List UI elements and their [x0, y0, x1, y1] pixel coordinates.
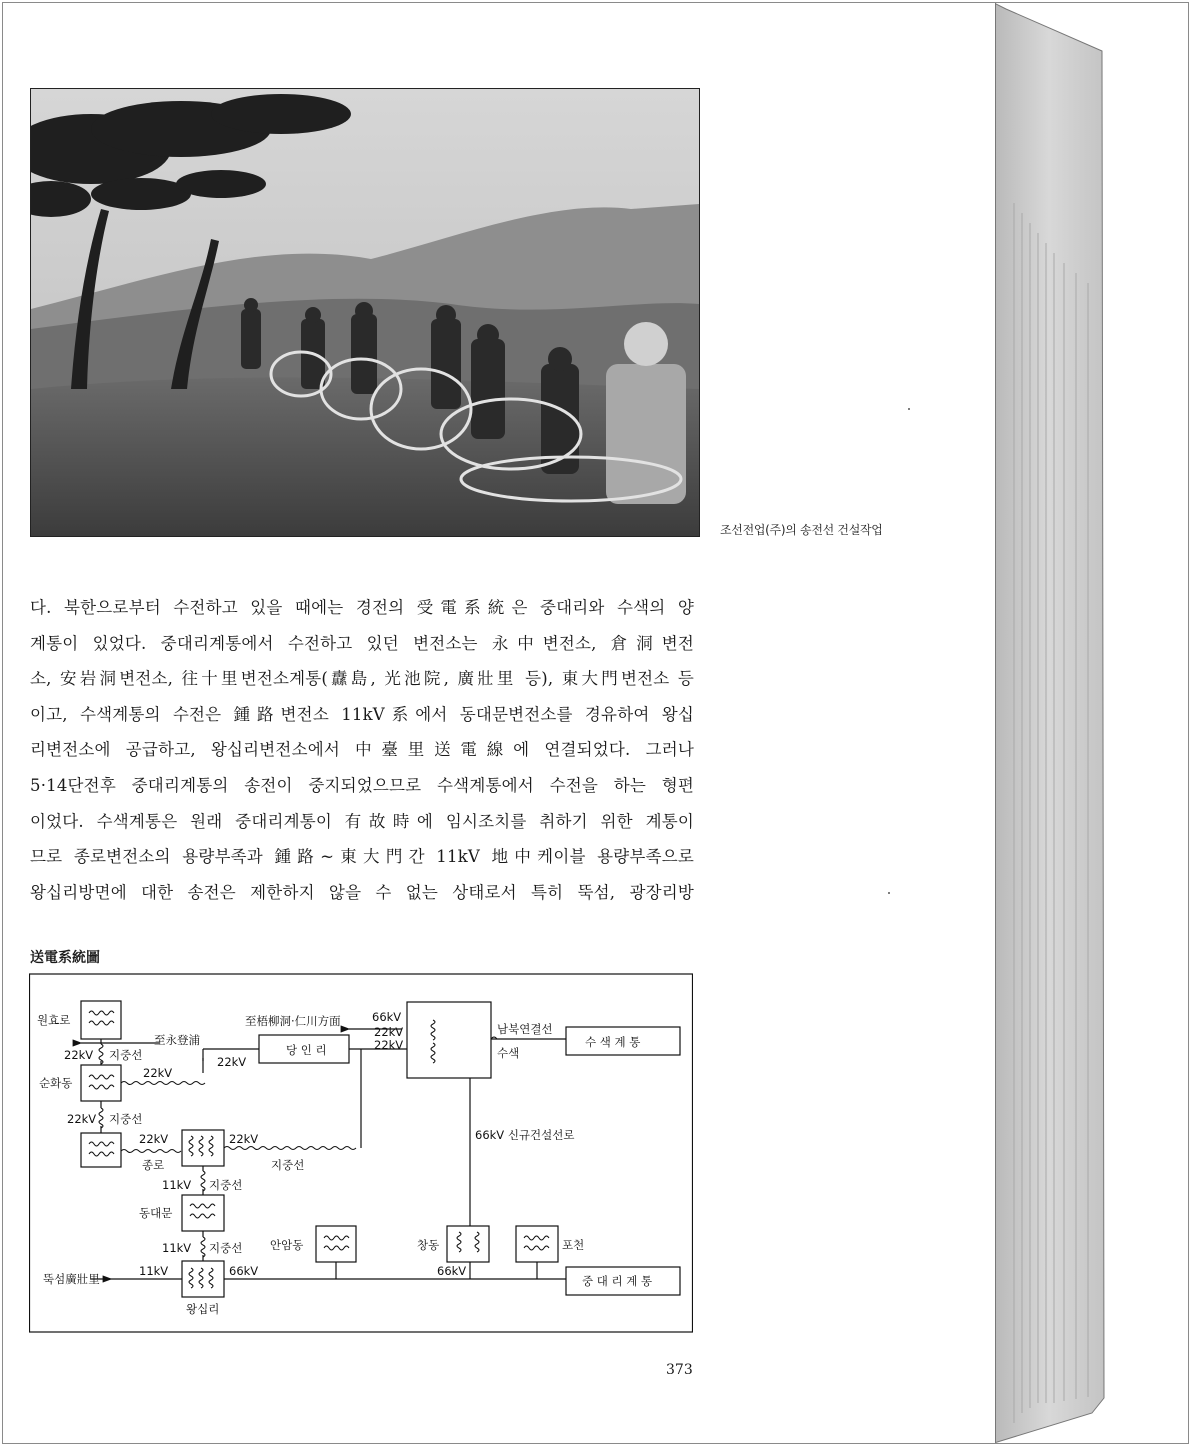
diagram-label: 22kV — [217, 1055, 247, 1069]
diagram-label: 22kV — [143, 1066, 173, 1080]
diagram-label: 22kV — [139, 1132, 169, 1146]
diagram-label: 11kV — [162, 1178, 192, 1192]
diagram-label: 포천 — [562, 1238, 585, 1252]
diagram-label: 지중선 — [271, 1158, 305, 1172]
page-number: 373 — [666, 1362, 693, 1378]
diagram-label: 지중선 — [109, 1112, 143, 1126]
diagram-label: 당 인 리 — [286, 1043, 327, 1057]
diagram-label: 수색 — [497, 1046, 520, 1060]
diagram-label: 11kV — [162, 1241, 192, 1255]
text-line: 이었다. 수색계통은 원래 중대리계통이 有故時에 임시조치를 취하기 위한 계통이 — [30, 811, 694, 831]
diagram-label: 안암동 — [270, 1238, 304, 1252]
diagram-label: 11kV — [139, 1264, 169, 1278]
construction-photo — [30, 88, 700, 537]
text-line: 계통이 있었다. 중대리계통에서 수전하고 있던 변전소는 永中변전소, 倉洞변전 — [30, 633, 694, 653]
figure-title: 送電系統圖 — [30, 950, 100, 966]
diagram-label: 22kV — [64, 1048, 94, 1062]
book-page-edges — [994, 3, 1109, 1443]
diagram-label: 66kV — [437, 1264, 467, 1278]
diagram-label: 수 색 계 통 — [585, 1035, 641, 1049]
diagram-label: 왕십리 — [186, 1302, 220, 1316]
text-line: 므로 종로변전소의 용량부족과 鍾路~東大門간 11kV 地中케이블 용량부족으로 — [30, 847, 694, 867]
diagram-label: 22kV — [374, 1025, 404, 1039]
text-line: 소, 安岩洞변전소, 往十里변전소계통(纛島, 光池院, 廣壯里 등), 東大門변전소 등 — [30, 669, 694, 689]
diagram-label: 66kV — [372, 1010, 402, 1024]
diagram-label: 22kV — [67, 1112, 97, 1126]
diagram-label: 지중선 — [209, 1178, 243, 1192]
diagram-label: 至梧柳洞·仁川方面 — [245, 1014, 341, 1028]
diagram-label: 남북연결선 — [497, 1022, 553, 1036]
diagram-label: 22kV — [229, 1132, 259, 1146]
diagram-label: 至永登浦 — [154, 1033, 200, 1047]
wonhyoro-sub — [81, 1001, 121, 1039]
diagram-label: 중 대 리 계 통 — [582, 1274, 653, 1288]
scan-speck — [888, 892, 890, 894]
transmission-system-diagram — [29, 973, 693, 1333]
body-paragraph — [30, 590, 694, 910]
text-line: 왕십리방면에 대한 송전은 제한하지 않을 수 없는 상태로서 특히 뚝섬, 광장리방 — [30, 882, 694, 902]
diagram-label: 지중선 — [209, 1241, 243, 1255]
text-line: 5·14단전후 중대리계통의 송전이 중지되었으므로 수색계통에서 수전을 하는 형편 — [30, 775, 694, 795]
diagram-label: 순화동 — [39, 1076, 73, 1090]
diagram-label: 뚝섬廣壯里 — [43, 1272, 100, 1286]
diagram-label: 22kV — [374, 1038, 404, 1052]
text-line: 리변전소에 공급하고, 왕십리변전소에서 中臺里送電線에 연결되었다. 그러나 — [30, 740, 694, 760]
diagram-label: 66kV 신규건설선로 — [475, 1128, 575, 1142]
diagram-label: 지중선 — [109, 1048, 143, 1062]
scan-speck — [908, 408, 910, 410]
diagram-label: 종로 — [142, 1158, 165, 1172]
text-line: 다. 북한으로부터 수전하고 있을 때에는 경전의 受電系統은 중대리와 수색의 양 — [30, 598, 694, 617]
photo-caption: 조선전업(주)의 송전선 건설작업 — [720, 523, 883, 537]
diagram-label: 동대문 — [139, 1206, 173, 1220]
text-line: 이고, 수색계통의 수전은 鍾路변전소 11kV系에서 동대문변전소를 경유하여 왕십 — [30, 704, 694, 724]
label: 원효로 — [37, 1013, 71, 1027]
diagram-label: 66kV — [229, 1264, 259, 1278]
diagram-label: 창동 — [417, 1238, 440, 1252]
